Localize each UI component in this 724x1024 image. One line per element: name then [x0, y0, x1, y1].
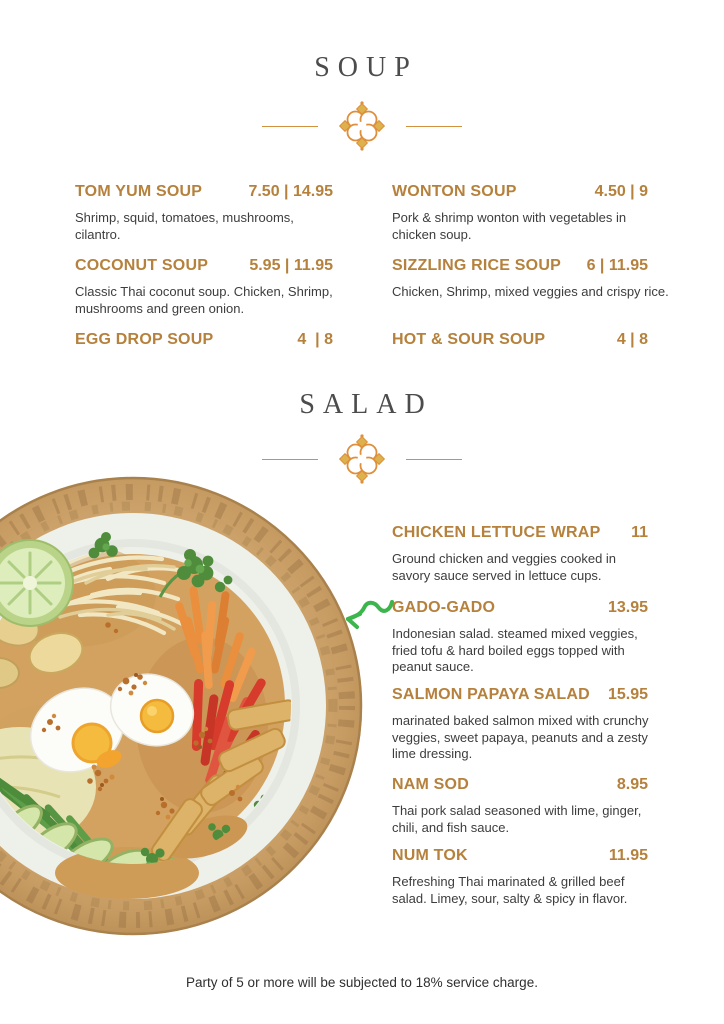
item-name: COCONUT SOUP	[75, 257, 209, 274]
section-title-soup: SOUP	[314, 52, 418, 83]
item-description: Pork & shrimp wonton with vegetables in chicken soup.	[392, 210, 627, 242]
divider-line-left	[262, 126, 318, 127]
item-price: 13.95	[607, 599, 648, 616]
menu-item-salmon-papaya-salad	[392, 686, 656, 763]
item-price: 6 | 11.95	[586, 257, 648, 274]
item-price: 4 | 8	[616, 331, 648, 348]
item-description: Shrimp, squid, tomatoes, mushrooms, cilantro.	[75, 210, 294, 242]
item-description: Classic Thai coconut soup. Chicken, Shrimp, mushrooms and green onion.	[75, 284, 333, 316]
menu-item-num-tok	[392, 847, 656, 907]
lime-slice	[0, 540, 73, 626]
green-arrow-icon	[336, 596, 396, 630]
item-name: WONTON SOUP	[392, 183, 517, 200]
menu-item-egg-drop-soup	[75, 331, 333, 349]
item-price: 4 | 8	[297, 331, 333, 348]
section-title-salad: SALAD	[299, 389, 433, 420]
item-price: 5.95 | 11.95	[249, 257, 333, 274]
menu-item-wonton-soup	[392, 183, 656, 243]
item-name: GADO-GADO	[392, 599, 496, 616]
item-name: SIZZLING RICE SOUP	[392, 257, 561, 274]
item-price: 8.95	[616, 776, 648, 793]
service-charge-note: Party of 5 or more will be subjected to 18% service charge.	[186, 975, 538, 990]
item-price: 11	[631, 524, 648, 541]
menu-item-nam-sod	[392, 776, 656, 836]
divider-soup	[0, 100, 724, 152]
divider-line-right	[406, 126, 462, 127]
menu-item-gado-gado	[392, 599, 656, 676]
item-name: EGG DROP SOUP	[75, 331, 214, 348]
item-price: 11.95	[608, 847, 648, 864]
menu-item-tom-yum-soup	[75, 183, 343, 243]
item-price: 7.50 | 14.95	[248, 183, 333, 200]
item-price: 15.95	[607, 686, 648, 703]
item-name: NAM SOD	[392, 776, 469, 793]
item-description: Thai pork salad seasoned with lime, ginger, chili, and fish sauce.	[392, 803, 642, 835]
gado-gado-bowl-photo	[0, 475, 364, 937]
item-name: HOT & SOUR SOUP	[392, 331, 546, 348]
menu-item-chicken-lettuce-wrap	[392, 524, 656, 584]
compass-rosette-icon	[334, 100, 390, 152]
item-description: Indonesian salad. steamed mixed veggies, fried tofu & hard boiled eggs topped with peanut sauce.	[392, 626, 638, 674]
divider-line-left	[262, 459, 318, 460]
item-name: NUM TOK	[392, 847, 468, 864]
item-name: TOM YUM SOUP	[75, 183, 203, 200]
menu-item-coconut-soup	[75, 257, 343, 317]
menu-item-hot-and-sour-soup	[392, 331, 648, 349]
item-description: Ground chicken and veggies cooked in savory sauce served in lettuce cups.	[392, 551, 617, 583]
divider-line-right	[406, 459, 462, 460]
item-name: SALMON PAPAYA SALAD	[392, 686, 590, 703]
item-description: Refreshing Thai marinated & grilled beef salad. Limey, sour, salty & spicy in flavor.	[392, 874, 628, 906]
item-description: marinated baked salmon mixed with crunchy veggies, sweet papaya, peanuts and a zesty lime dressing.	[392, 713, 649, 761]
menu-item-sizzling-rice-soup	[392, 257, 669, 301]
item-name: CHICKEN LETTUCE WRAP	[392, 524, 601, 541]
item-description: Chicken, Shrimp, mixed veggies and crispy rice.	[392, 284, 669, 299]
item-price: 4.50 | 9	[594, 183, 648, 200]
